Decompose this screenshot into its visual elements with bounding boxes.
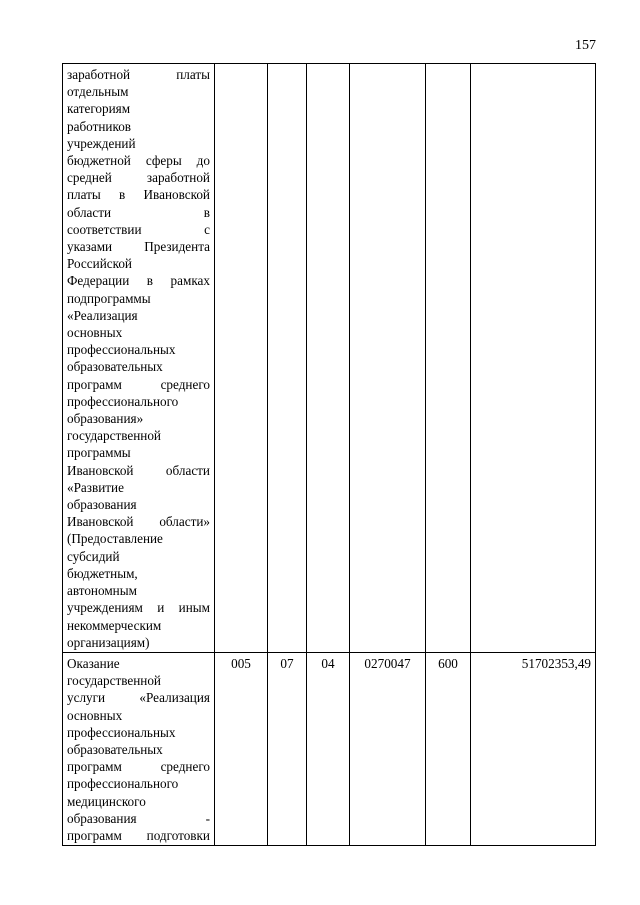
description-line: Федерации в рамках	[67, 273, 210, 289]
table-row	[63, 64, 596, 653]
description-line: программ среднего	[67, 759, 210, 775]
description-line: образовательных	[67, 359, 163, 375]
budget-table	[62, 63, 596, 846]
description-line: образования -	[67, 810, 210, 826]
description-line: платы в Ивановской	[67, 187, 210, 203]
description-line: работников	[67, 118, 132, 134]
description-line: подпрограммы	[67, 290, 151, 306]
description-line: автономным	[67, 583, 137, 599]
description-line: образовательных	[67, 742, 163, 758]
description-line: заработной платы	[67, 67, 210, 82]
description-line: учреждениям и иным	[67, 600, 210, 616]
description-line: бюджетной сферы до	[67, 153, 210, 169]
amount-cell	[471, 64, 596, 653]
description-line: некоммерческим	[67, 617, 162, 633]
description-line: отдельным	[67, 84, 129, 100]
subsection-cell: 04	[307, 653, 350, 846]
description-line: государственной	[67, 673, 161, 689]
description-line: образования»	[67, 411, 144, 427]
expense-type-cell: 600	[426, 653, 471, 846]
description-line: «Реализация	[67, 307, 138, 323]
description-line: Ивановской области»	[67, 514, 210, 530]
description-line: профессиональных	[67, 342, 176, 358]
section-cell: 07	[268, 653, 307, 846]
description-line: учреждений	[67, 135, 136, 151]
description-line: (Предоставление	[67, 531, 163, 547]
description-line: образования	[67, 497, 137, 513]
description-line: области в	[67, 204, 210, 220]
description-line: программы	[67, 445, 131, 461]
amount-cell: 51702353,49	[471, 653, 596, 846]
description-line: «Развитие	[67, 479, 124, 495]
expense-type-cell	[426, 64, 471, 653]
description-line: программ среднего	[67, 376, 210, 392]
description-cell	[63, 653, 215, 846]
description-line: бюджетным,	[67, 565, 138, 581]
description-line: программ подготовки	[67, 828, 210, 844]
ministry-code-cell: 005	[215, 653, 268, 846]
description-line: профессионального	[67, 393, 179, 409]
subsection-cell	[307, 64, 350, 653]
description-line: профессиональных	[67, 724, 176, 740]
target-article-cell	[350, 64, 426, 653]
description-line: Ивановской области	[67, 462, 210, 478]
description-line: соответствии с	[67, 221, 210, 237]
description-line: медицинского	[67, 793, 146, 809]
description-line: организациям)	[67, 634, 150, 650]
page-number: 157	[575, 38, 596, 53]
target-article-cell: 0270047	[350, 653, 426, 846]
description-line: средней заработной	[67, 170, 210, 186]
description-line: Оказание	[67, 656, 120, 671]
description-line: основных	[67, 325, 123, 341]
ministry-code-cell	[215, 64, 268, 653]
description-line: категориям	[67, 101, 131, 117]
section-cell	[268, 64, 307, 653]
description-line: государственной	[67, 428, 161, 444]
description-cell	[63, 64, 215, 653]
description-line: указами Президента	[67, 239, 210, 255]
description-line: услуги «Реализация	[67, 690, 210, 706]
description-line: Российской	[67, 256, 132, 272]
description-line: основных	[67, 707, 123, 723]
description-line: профессионального	[67, 776, 179, 792]
table-row	[63, 653, 596, 846]
description-line: субсидий	[67, 548, 120, 564]
